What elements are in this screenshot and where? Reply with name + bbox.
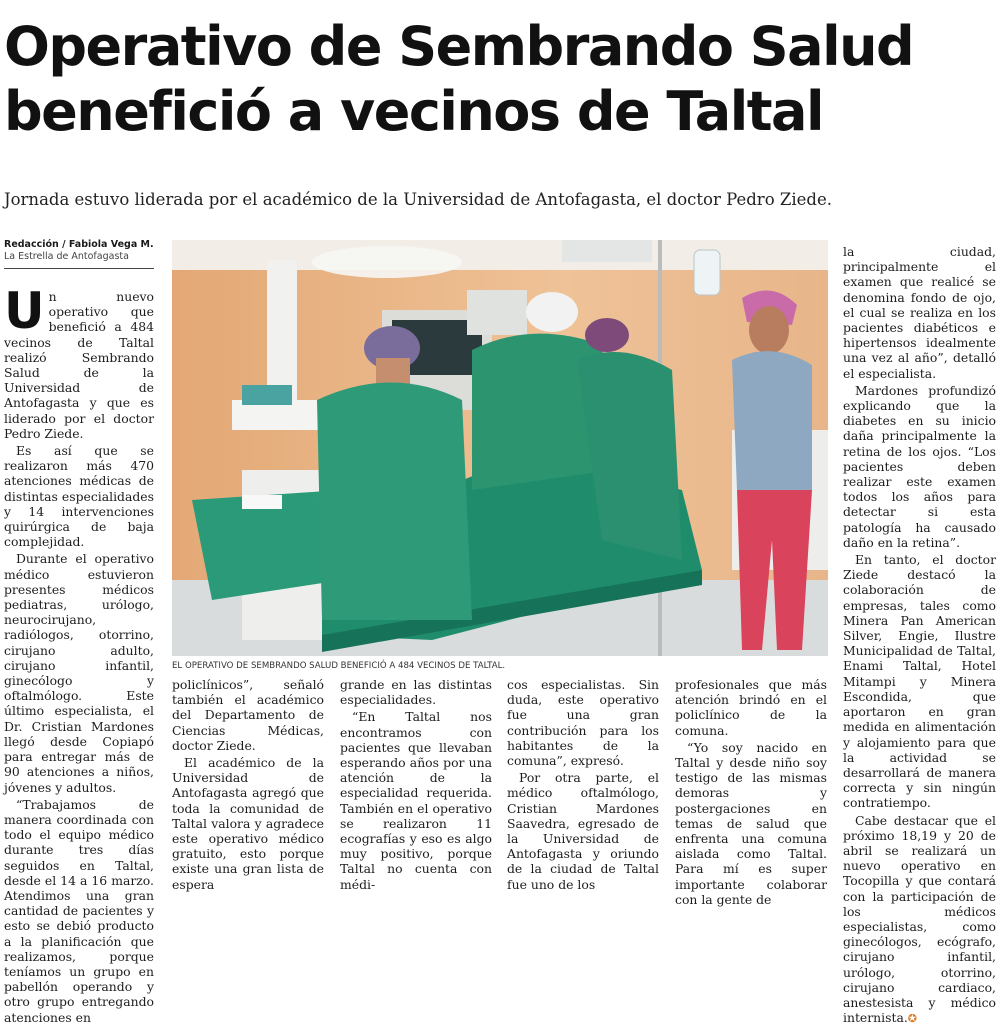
article-paragraph: Un nuevo operativo que benefició a 484 vecinos de Taltal realizó Sembrando Salud de la Universidad de Antofagasta y que es liderado por el doctor Pedro Ziede. [4, 282, 154, 441]
article-column-1 [4, 282, 154, 1025]
small-circle-icon: ✪ [907, 1012, 918, 1026]
surgeon-cap [526, 292, 578, 332]
article-paragraph: grande en las distintas especialidades. [340, 677, 492, 708]
assistant-cap [585, 318, 629, 352]
article-paragraph: “Yo soy nacido en Taltal y desde niño soy testigo de las mismas demoras y postergaciones en temas de salud que enfrenta una comuna aislada como Taltal. Para mí es super importante colaborar con la gente de [675, 739, 827, 907]
article-paragraph: profesionales que más atención brindó en el policlínico de la comuna. [675, 677, 827, 738]
article-paragraph: Es así que se realizaron más 470 atenciones médicas de distintas especialidades y 14 intervenciones quirúrgica de baja complejidad. [4, 443, 154, 550]
equipment [467, 290, 527, 335]
byline [4, 239, 154, 263]
article-paragraph: En tanto, el doctor Ziede destacó la colaboración de empresas, tales como Minera Pan American Silver, Engie, Ilustre Municipalidad de Taltal, Enami Taltal, Hotel Mitampi y Minera Escondida, que aportaron en gran medida en alimentación y alojamiento para que la actividad se desarrollará de manera correcta y sin ningún contratiempo. [843, 552, 996, 811]
article-paragraph: “Trabajamos de manera coordinada con todo el equipo médico durante tres días seguidos en Taltal, desde el 14 a 16 marzo. Atendimos una gran cantidad de pacientes y esto se debió producto a la planificación que realizamos, porque teníamos un grupo en pabellón operando y otro grupo entregando atenciones en [4, 796, 154, 1025]
photo-caption: EL OPERATIVO DE SEMBRANDO SALUD BENEFICIÓ A 484 VECINOS DE TALTAL. [172, 661, 506, 671]
article-paragraph: Mardones profundizó explicando que la diabetes en su inicio daña principalmente la retina de los ojos. “Los pacientes deben realizar este examen todos los años para detectar si esta patología ha causado daño en la retina”. [843, 382, 996, 550]
article-paragraph: Por otra parte, el médico oftalmólogo, Cristian Mardones Saavedra, egresado de la Universidad de Antofagasta y oriundo de la ciudad de Taltal fue uno de los [507, 770, 659, 892]
drop-cap: U [4, 282, 45, 340]
article-paragraph: “En Taltal nos encontramos con pacientes que llevaban esperando años por una atención de la especialidad requerida. También en el operativo se realizaron 11 ecografías y eso es algo muy positivo, porque Taltal no cuenta con médi- [340, 709, 492, 892]
wall-column [267, 260, 297, 400]
article-column-2 [172, 677, 324, 892]
article-paragraph: cos especialistas. Sin duda, este operativo fue una gran contribución para los habitantes de la comuna”, expresó. [507, 677, 659, 769]
article-paragraph: Durante el operativo médico estuvieron presentes médicos pediatras, urólogo, neurocirujano, radiólogos, otorrino, cirujano adulto, cirujano infantil, ginecólogo y oftalmólogo. Este último especialista, el Dr. Cristian Mardones llegó desde Copiapó para entregar más de 90 atenciones a niños, jóvenes y adultos. [4, 551, 154, 795]
nurse-top [732, 351, 812, 490]
tray [242, 385, 292, 405]
article-paragraph: El académico de la Universidad de Antofagasta agregó que toda la comunidad de Taltal valora y agradece este operativo médico gratuito, esto porque existe una gran lista de espera [172, 755, 324, 892]
headline-line-2: benefició a vecinos de Taltal [4, 80, 823, 143]
ceiling-mount [562, 240, 652, 262]
byline-newspaper: La Estrella de Antofagasta [4, 251, 129, 262]
subtitle: Jornada estuvo liderada por el académico de la Universidad de Antofagasta, el doctor Pedro Ziede. [4, 190, 832, 209]
nurse-face [749, 306, 789, 354]
headline-line-1: Operativo de Sembrando Salud [4, 15, 914, 78]
surgeon-gown-left [317, 383, 472, 621]
article-photo [172, 240, 828, 656]
surgical-lamp [312, 246, 462, 278]
byline-author: Redacción / Fabiola Vega M. [4, 239, 154, 250]
article-column-5 [675, 677, 827, 907]
operating-room-illustration [172, 240, 828, 656]
article-column-4 [507, 677, 659, 892]
article-column-6 [843, 244, 996, 1026]
gauze [242, 495, 282, 509]
article-paragraph: la ciudad, principalmente el examen que realicé se denomina fondo de ojo, el cual se realiza en los pacientes diabéticos e hipertensos idealmente una vez al año”, detalló el especialista. [843, 244, 996, 381]
article-paragraph: policlínicos”, señaló también el académico del Departamento de Ciencias Médicas, doctor Ziede. [172, 677, 324, 753]
article-column-3 [340, 677, 492, 892]
byline-divider [4, 268, 154, 269]
iv-bag [694, 250, 720, 295]
headline [4, 14, 996, 144]
article-paragraph: Cabe destacar que el próximo 18,19 y 20 de abril se realizará un nuevo operativo en Tocopilla y que contará con la participación de los médicos especialistas, como ginecólogos, ecógrafo, cirujano infantil, urólogo, otorrino, cirujano cardiaco, anestesista y médico internista.✪ [843, 812, 996, 1026]
